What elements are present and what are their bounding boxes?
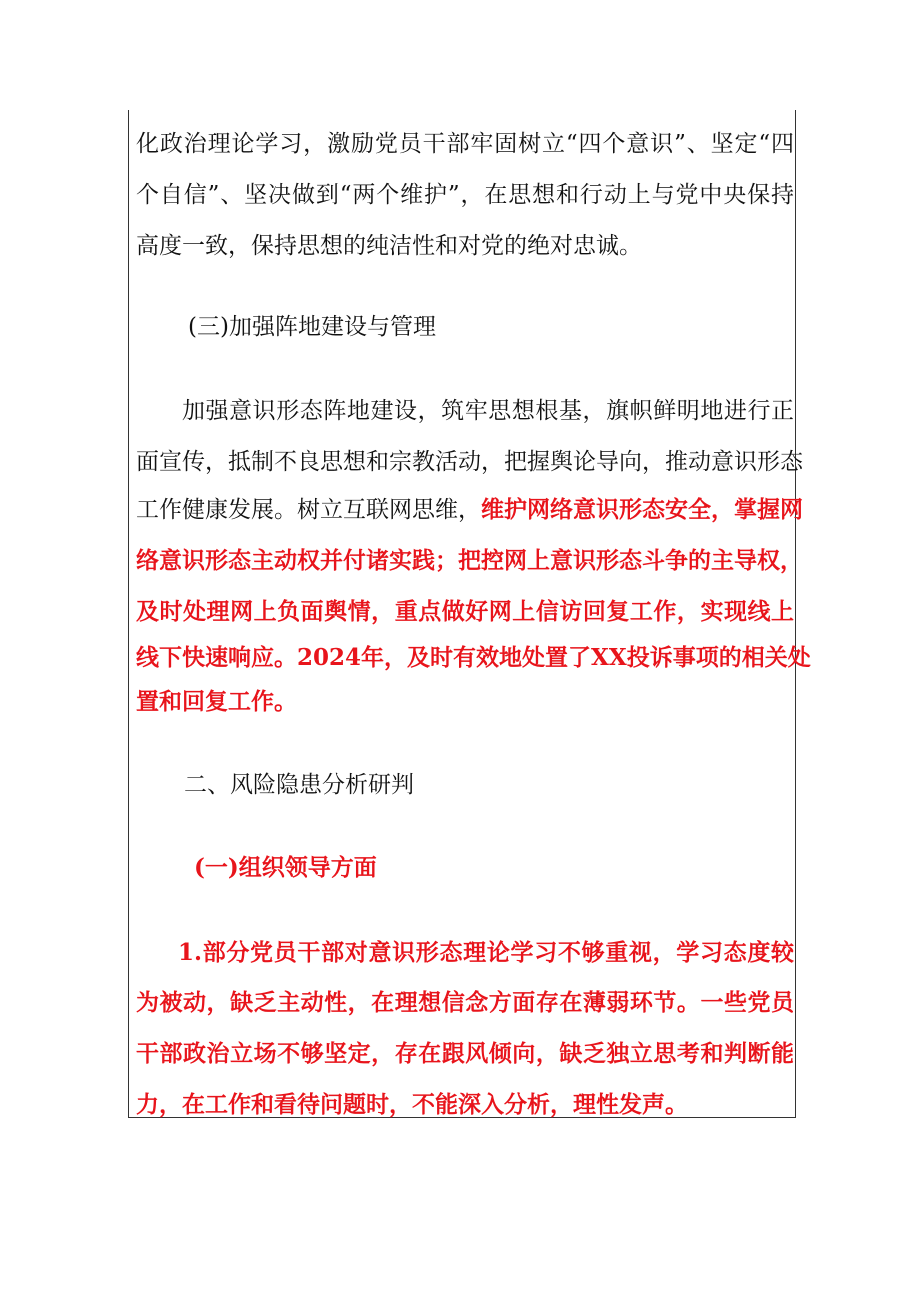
paragraph-line-highlight: 干部政治立场不够坚定，存在跟风倾向，缺乏独立思考和判断能 [136,1040,794,1067]
subsection-heading: (一)组织领导方面 [194,854,377,881]
paragraph-line: 高度一致，保持思想的纯洁性和对党的绝对忠诚。 [136,233,642,259]
paragraph-text-normal: 工作健康发展。树立互联网思维， [136,497,481,523]
paragraph-line-highlight: 力，在工作和看待问题时，不能深入分析，理性发声。 [136,1091,688,1118]
section-heading: 二、风险隐患分析研判 [184,772,414,798]
paragraph-line: 面宣传，抵制不良思想和宗教活动，把握舆论导向，推动意识形态 [136,449,803,475]
paragraph-line-highlight: 络意识形态主动权并付诸实践；把控网上意识形态斗争的主导权， [136,547,803,574]
paragraph-line: 化政治理论学习，激励党员干部牢固树立“四个意识”、坚定“四 [136,131,794,157]
paragraph-line-mixed [136,495,803,525]
paragraph-line: 加强意识形态阵地建设，筑牢思想根基，旗帜鲜明地进行正 [182,398,794,424]
paragraph-text-highlight: 维护网络意识形态安全，掌握网 [481,496,803,523]
section-heading: (三)加强阵地建设与管理 [188,314,436,340]
paragraph-line-highlight: 为被动，缺乏主动性，在理想信念方面存在薄弱环节。一些党员 [136,989,794,1016]
paragraph-line-highlight: 及时处理网上负面舆情，重点做好网上信访回复工作，实现线上 [136,598,794,625]
paragraph-line: 个自信”、坚决做到“两个维护”，在思想和行动上与党中央保持 [136,182,794,208]
paragraph-line-highlight: 1.部分党员干部对意识形态理论学习不够重视，学习态度较 [178,939,794,966]
paragraph-line-highlight: 线下快速响应。2024年，及时有效地处置了XX投诉事项的相关处 [136,644,811,671]
paragraph-line-highlight: 置和回复工作。 [136,688,297,715]
